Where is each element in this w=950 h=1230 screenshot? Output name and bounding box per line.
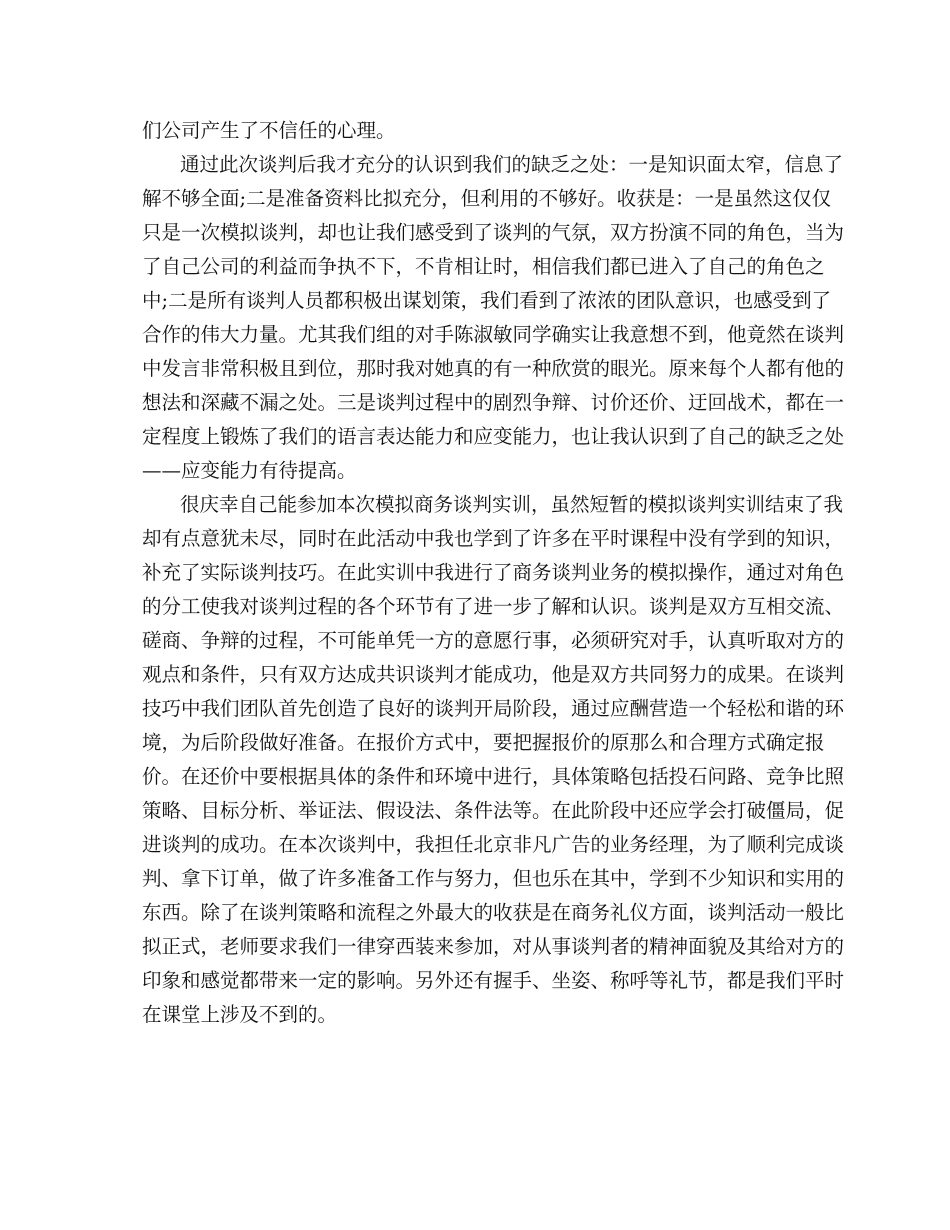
text-line: 合作的伟大力量。尤其我们组的对手陈淑敏同学确实让我意想不到，他竟然在谈判 [142,323,845,346]
text-line: 判、拿下订单，做了许多准备工作与努力，但也乐在其中，学到不少知识和实用的 [142,867,845,890]
text-line: ——应变能力有待提高。 [142,459,357,482]
text-line: 们公司产生了不信任的心理。 [142,119,396,142]
text-line: 策略、目标分析、举证法、假设法、条件法等。在此阶段中还应学会打破僵局，促 [142,799,845,822]
text-line: 技巧中我们团队首先创造了良好的谈判开局阶段，通过应酬营造一个轻松和谐的环 [142,697,845,720]
text-line: 中发言非常积极且到位，那时我对她真的有一种欣赏的眼光。原来每个人都有他的 [142,357,845,380]
text-line: 定程度上锻炼了我们的语言表达能力和应变能力，也让我认识到了自己的缺乏之处 [142,425,845,448]
text-line: 拟正式，老师要求我们一律穿西装来参加，对从事谈判者的精神面貌及其给对方的 [142,935,845,958]
text-line: 却有点意犹未尽，同时在此活动中我也学到了许多在平时课程中没有学到的知识， [142,527,845,550]
text-line: 在课堂上涉及不到的。 [142,1003,338,1026]
text-line: 中;二是所有谈判人员都积极出谋划策，我们看到了浓浓的团队意识，也感受到了 [142,289,832,312]
text-line: 观点和条件，只有双方达成共识谈判才能成功，他是双方共同努力的成果。在谈判 [142,663,845,686]
text-line: 了自己公司的利益而争执不下，不肯相让时，相信我们都已进入了自己的角色之 [142,255,825,278]
text-line: 东西。除了在谈判策略和流程之外最大的收获是在商务礼仪方面，谈判活动一般比 [142,901,845,924]
text-line: 进谈判的成功。在本次谈判中，我担任北京非凡广告的业务经理，为了顺利完成谈 [142,833,845,856]
paragraph-start-line: 很庆幸自己能参加本次模拟商务谈判实训，虽然短暂的模拟谈判实训结束了我 [180,493,844,516]
text-line: 解不够全面;二是准备资料比拟充分，但利用的不够好。收获是：一是虽然这仅仅 [142,187,832,210]
text-line: 境，为后阶段做好准备。在报价方式中，要把握报价的原那么和合理方式确定报 [142,731,825,754]
text-line: 想法和深藏不漏之处。三是谈判过程中的剧烈争辩、讨价还价、迂回战术，都在一 [142,391,845,414]
text-line: 价。在还价中要根据具体的条件和环境中进行，具体策略包括投石问路、竞争比照 [142,765,845,788]
text-line: 只是一次模拟谈判，却也让我们感受到了谈判的气氛，双方扮演不同的角色，当为 [142,221,845,244]
text-line: 补充了实际谈判技巧。在此实训中我进行了商务谈判业务的模拟操作，通过对角色 [142,561,845,584]
paragraph-start-line: 通过此次谈判后我才充分的认识到我们的缺乏之处：一是知识面太窄，信息了 [180,153,844,176]
text-line: 印象和感觉都带来一定的影响。另外还有握手、坐姿、称呼等礼节，都是我们平时 [142,969,845,992]
text-line: 磋商、争辩的过程，不可能单凭一方的意愿行事，必须研究对手，认真听取对方的 [142,629,845,652]
text-line: 的分工使我对谈判过程的各个环节有了进一步了解和认识。谈判是双方互相交流、 [142,595,845,618]
